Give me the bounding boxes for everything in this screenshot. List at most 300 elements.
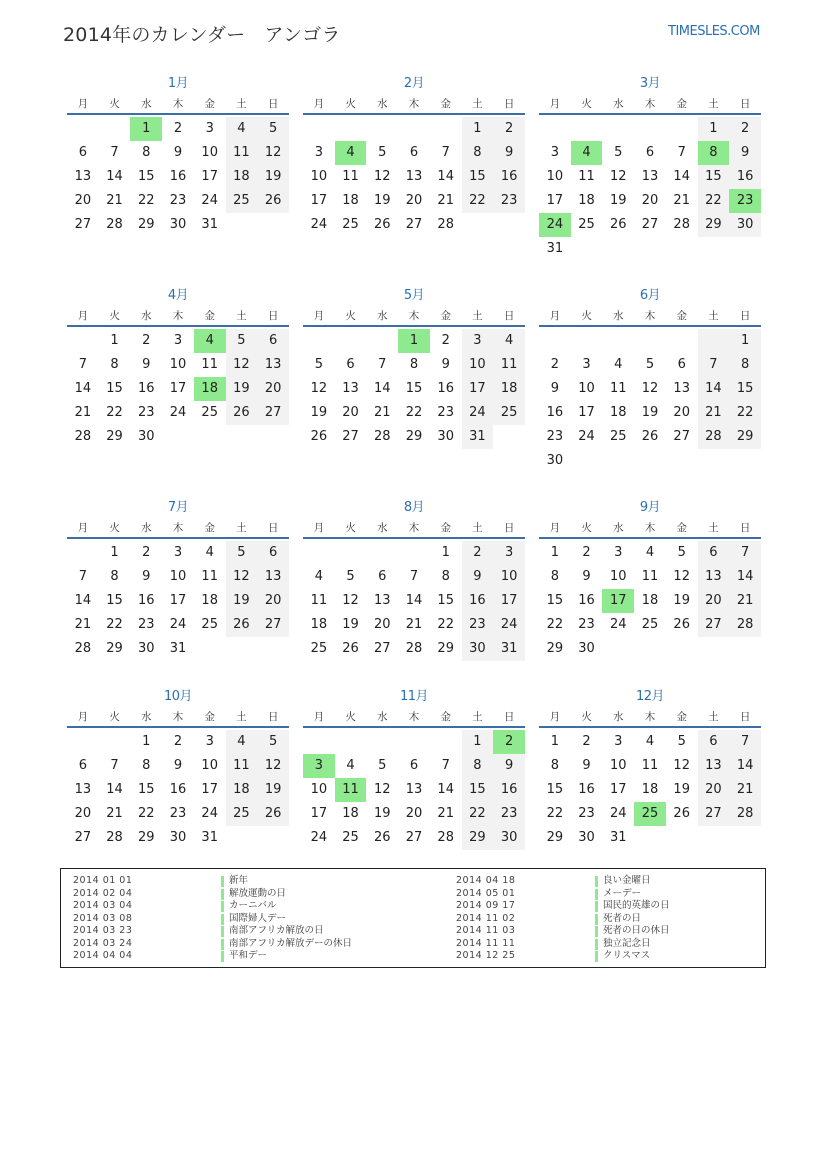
day-cell[interactable]: 21 <box>405 617 423 632</box>
day-cell[interactable]: 14 <box>437 169 454 184</box>
day-cell[interactable]: 22 <box>138 193 155 208</box>
day-cell[interactable]: 20 <box>641 193 659 208</box>
day-cell[interactable]: 26 <box>610 217 627 232</box>
day-cell[interactable]: 23 <box>729 189 761 213</box>
day-cell[interactable]: 13 <box>257 565 289 589</box>
day-cell[interactable]: 6 <box>409 758 419 773</box>
day-cell[interactable]: 21 <box>106 806 123 821</box>
day-cell[interactable]: 2 <box>729 117 761 141</box>
day-cell[interactable]: 10 <box>201 758 218 773</box>
day-cell[interactable]: 25 <box>641 617 659 632</box>
day-cell[interactable]: 31 <box>493 637 525 661</box>
day-cell[interactable]: 25 <box>610 429 627 444</box>
day-cell[interactable]: 11 <box>201 569 218 584</box>
day-cell[interactable]: 11 <box>493 353 525 377</box>
day-cell[interactable]: 20 <box>405 193 423 208</box>
day-cell[interactable]: 25 <box>201 617 218 632</box>
day-cell[interactable]: 13 <box>405 782 423 797</box>
day-cell[interactable]: 28 <box>74 429 92 444</box>
day-cell[interactable]: 20 <box>698 589 730 613</box>
day-cell[interactable]: 4 <box>205 545 214 560</box>
day-cell[interactable]: 13 <box>257 353 289 377</box>
day-cell[interactable]: 28 <box>437 217 454 232</box>
day-cell[interactable]: 27 <box>405 830 423 845</box>
day-cell[interactable]: 29 <box>546 641 564 656</box>
day-cell[interactable]: 30 <box>462 637 494 661</box>
day-cell[interactable]: 13 <box>374 593 391 608</box>
day-cell[interactable]: 15 <box>546 593 564 608</box>
day-cell[interactable]: 22 <box>405 405 423 420</box>
day-cell[interactable]: 4 <box>226 730 258 754</box>
day-cell[interactable]: 22 <box>729 401 761 425</box>
day-cell[interactable]: 16 <box>729 165 761 189</box>
day-cell[interactable]: 30 <box>437 429 454 444</box>
day-cell[interactable]: 24 <box>169 405 187 420</box>
day-cell[interactable]: 9 <box>582 758 591 773</box>
day-cell[interactable]: 2 <box>142 545 151 560</box>
day-cell[interactable]: 19 <box>374 193 391 208</box>
day-cell[interactable]: 19 <box>610 193 627 208</box>
day-cell[interactable]: 28 <box>106 217 123 232</box>
day-cell[interactable]: 8 <box>110 569 119 584</box>
day-cell[interactable]: 14 <box>405 593 423 608</box>
day-cell[interactable]: 31 <box>169 641 187 656</box>
day-cell[interactable]: 6 <box>645 145 655 160</box>
day-cell[interactable]: 31 <box>546 241 564 256</box>
day-cell[interactable]: 26 <box>226 401 258 425</box>
day-cell[interactable]: 20 <box>374 617 391 632</box>
day-cell[interactable]: 31 <box>462 425 494 449</box>
day-cell[interactable]: 29 <box>138 830 155 845</box>
day-cell[interactable]: 1 <box>698 117 730 141</box>
day-cell[interactable]: 24 <box>462 401 494 425</box>
day-cell[interactable]: 17 <box>169 593 187 608</box>
day-cell[interactable]: 2 <box>441 333 450 348</box>
day-cell[interactable]: 29 <box>546 830 564 845</box>
day-cell[interactable]: 6 <box>346 357 355 372</box>
day-cell[interactable]: 20 <box>405 806 423 821</box>
day-cell[interactable]: 19 <box>342 617 359 632</box>
day-cell[interactable]: 23 <box>493 802 525 826</box>
day-cell[interactable]: 12 <box>374 782 391 797</box>
day-cell[interactable]: 7 <box>378 357 387 372</box>
day-cell[interactable]: 17 <box>578 405 595 420</box>
day-cell[interactable]: 2 <box>582 545 591 560</box>
day-cell[interactable]: 19 <box>673 593 690 608</box>
day-cell[interactable]: 29 <box>462 826 494 850</box>
day-cell[interactable]: 13 <box>342 381 359 396</box>
day-cell[interactable]: 19 <box>226 589 258 613</box>
day-cell[interactable]: 12 <box>610 169 627 184</box>
day-cell[interactable]: 28 <box>374 429 391 444</box>
day-cell[interactable]: 5 <box>314 357 323 372</box>
day-cell[interactable]: 4 <box>571 141 603 165</box>
day-cell[interactable]: 1 <box>729 329 761 353</box>
day-cell[interactable]: 26 <box>226 613 258 637</box>
day-cell[interactable]: 5 <box>378 145 387 160</box>
day-cell[interactable]: 12 <box>641 381 659 396</box>
day-cell[interactable]: 13 <box>698 565 730 589</box>
brand-logo-text[interactable]: TIMESLES.COM <box>668 24 760 39</box>
day-cell[interactable]: 16 <box>437 381 454 396</box>
day-cell[interactable]: 14 <box>437 782 454 797</box>
day-cell[interactable]: 12 <box>673 569 690 584</box>
day-cell[interactable]: 10 <box>546 169 564 184</box>
day-cell[interactable]: 11 <box>342 169 359 184</box>
day-cell[interactable]: 10 <box>462 353 494 377</box>
day-cell[interactable]: 1 <box>110 333 119 348</box>
day-cell[interactable]: 2 <box>550 357 559 372</box>
day-cell[interactable]: 3 <box>614 545 623 560</box>
day-cell[interactable]: 8 <box>729 353 761 377</box>
day-cell[interactable]: 24 <box>610 806 627 821</box>
day-cell[interactable]: 6 <box>257 541 289 565</box>
day-cell[interactable]: 13 <box>405 169 423 184</box>
day-cell[interactable]: 24 <box>310 830 328 845</box>
day-cell[interactable]: 28 <box>729 802 761 826</box>
day-cell[interactable]: 30 <box>169 830 187 845</box>
day-cell[interactable]: 21 <box>74 405 92 420</box>
day-cell[interactable]: 12 <box>257 754 289 778</box>
day-cell[interactable]: 1 <box>550 545 559 560</box>
day-cell[interactable]: 27 <box>374 641 391 656</box>
day-cell[interactable]: 5 <box>378 758 387 773</box>
day-cell[interactable]: 9 <box>142 569 151 584</box>
day-cell[interactable]: 23 <box>138 617 155 632</box>
day-cell[interactable]: 1 <box>462 117 494 141</box>
day-cell[interactable]: 20 <box>257 589 289 613</box>
day-cell[interactable]: 5 <box>257 730 289 754</box>
day-cell[interactable]: 30 <box>493 826 525 850</box>
day-cell[interactable]: 26 <box>374 830 391 845</box>
day-cell[interactable]: 4 <box>493 329 525 353</box>
day-cell[interactable]: 14 <box>74 593 92 608</box>
day-cell[interactable]: 18 <box>226 165 258 189</box>
day-cell[interactable]: 10 <box>169 569 187 584</box>
day-cell[interactable]: 25 <box>226 189 258 213</box>
day-cell[interactable]: 3 <box>205 121 214 136</box>
day-cell[interactable]: 13 <box>74 782 92 797</box>
day-cell[interactable]: 11 <box>641 758 659 773</box>
day-cell[interactable]: 19 <box>673 782 690 797</box>
day-cell[interactable]: 12 <box>226 565 258 589</box>
day-cell[interactable]: 23 <box>138 405 155 420</box>
day-cell[interactable]: 7 <box>441 145 450 160</box>
day-cell[interactable]: 20 <box>342 405 359 420</box>
day-cell[interactable]: 10 <box>610 758 627 773</box>
day-cell[interactable]: 19 <box>226 377 258 401</box>
day-cell[interactable]: 4 <box>226 117 258 141</box>
day-cell[interactable]: 17 <box>546 193 564 208</box>
day-cell[interactable]: 11 <box>641 569 659 584</box>
day-cell[interactable]: 10 <box>169 357 187 372</box>
day-cell[interactable]: 28 <box>405 641 423 656</box>
day-cell[interactable]: 8 <box>550 758 559 773</box>
day-cell[interactable]: 17 <box>201 169 218 184</box>
day-cell[interactable]: 1 <box>110 545 119 560</box>
day-cell[interactable]: 3 <box>614 734 623 749</box>
day-cell[interactable]: 25 <box>493 401 525 425</box>
day-cell[interactable]: 24 <box>610 617 627 632</box>
day-cell[interactable]: 17 <box>462 377 494 401</box>
day-cell[interactable]: 29 <box>437 641 454 656</box>
day-cell[interactable]: 29 <box>405 429 423 444</box>
day-cell[interactable]: 23 <box>578 806 595 821</box>
day-cell[interactable]: 12 <box>374 169 391 184</box>
day-cell[interactable]: 3 <box>173 545 183 560</box>
day-cell[interactable]: 20 <box>698 778 730 802</box>
day-cell[interactable]: 21 <box>106 193 123 208</box>
day-cell[interactable]: 22 <box>546 617 564 632</box>
day-cell[interactable]: 14 <box>374 381 391 396</box>
day-cell[interactable]: 20 <box>673 405 690 420</box>
day-cell[interactable]: 19 <box>641 405 659 420</box>
day-cell[interactable]: 26 <box>673 806 690 821</box>
day-cell[interactable]: 30 <box>578 641 595 656</box>
day-cell[interactable]: 22 <box>462 189 494 213</box>
day-cell[interactable]: 7 <box>110 145 119 160</box>
day-cell[interactable]: 16 <box>493 778 525 802</box>
day-cell[interactable]: 15 <box>106 381 123 396</box>
day-cell[interactable]: 14 <box>729 565 761 589</box>
day-cell[interactable]: 5 <box>645 357 655 372</box>
day-cell[interactable]: 9 <box>582 569 591 584</box>
day-cell[interactable]: 9 <box>173 758 183 773</box>
day-cell[interactable]: 11 <box>226 141 258 165</box>
day-cell[interactable]: 14 <box>106 169 123 184</box>
day-cell[interactable]: 14 <box>698 377 730 401</box>
day-cell[interactable]: 14 <box>106 782 123 797</box>
day-cell[interactable]: 4 <box>645 545 655 560</box>
day-cell[interactable]: 21 <box>74 617 92 632</box>
day-cell[interactable]: 9 <box>462 565 494 589</box>
day-cell[interactable]: 10 <box>201 145 218 160</box>
day-cell[interactable]: 30 <box>546 453 564 468</box>
day-cell[interactable]: 24 <box>493 613 525 637</box>
day-cell[interactable]: 7 <box>110 758 119 773</box>
day-cell[interactable]: 9 <box>441 357 450 372</box>
day-cell[interactable]: 27 <box>257 613 289 637</box>
day-cell[interactable]: 30 <box>138 429 155 444</box>
day-cell[interactable]: 5 <box>257 117 289 141</box>
day-cell[interactable]: 28 <box>698 425 730 449</box>
day-cell[interactable]: 7 <box>729 730 761 754</box>
day-cell[interactable]: 21 <box>374 405 391 420</box>
day-cell[interactable]: 28 <box>729 613 761 637</box>
day-cell[interactable]: 25 <box>342 217 359 232</box>
day-cell[interactable]: 18 <box>493 377 525 401</box>
day-cell[interactable]: 6 <box>257 329 289 353</box>
day-cell[interactable]: 23 <box>546 429 564 444</box>
day-cell[interactable]: 15 <box>106 593 123 608</box>
day-cell[interactable]: 27 <box>342 429 359 444</box>
day-cell[interactable]: 21 <box>698 401 730 425</box>
day-cell[interactable]: 8 <box>409 357 419 372</box>
day-cell[interactable]: 13 <box>74 169 92 184</box>
day-cell[interactable]: 8 <box>110 357 119 372</box>
day-cell[interactable]: 6 <box>78 758 87 773</box>
day-cell[interactable]: 18 <box>226 778 258 802</box>
day-cell[interactable]: 7 <box>677 145 686 160</box>
day-cell[interactable]: 18 <box>194 377 226 401</box>
day-cell[interactable]: 25 <box>578 217 595 232</box>
day-cell[interactable]: 18 <box>641 593 659 608</box>
day-cell[interactable]: 13 <box>641 169 659 184</box>
day-cell[interactable]: 10 <box>610 569 627 584</box>
day-cell[interactable]: 25 <box>226 802 258 826</box>
day-cell[interactable]: 17 <box>310 806 328 821</box>
day-cell[interactable]: 21 <box>673 193 690 208</box>
day-cell[interactable]: 23 <box>493 189 525 213</box>
day-cell[interactable]: 15 <box>437 593 454 608</box>
day-cell[interactable]: 15 <box>698 165 730 189</box>
day-cell[interactable]: 18 <box>641 782 659 797</box>
day-cell[interactable]: 12 <box>310 381 328 396</box>
day-cell[interactable]: 4 <box>194 329 226 353</box>
day-cell[interactable]: 27 <box>257 401 289 425</box>
day-cell[interactable]: 6 <box>409 145 419 160</box>
day-cell[interactable]: 29 <box>106 641 123 656</box>
day-cell[interactable]: 22 <box>546 806 564 821</box>
day-cell[interactable]: 15 <box>462 778 494 802</box>
day-cell[interactable]: 12 <box>257 141 289 165</box>
day-cell[interactable]: 8 <box>142 145 151 160</box>
day-cell[interactable]: 8 <box>550 569 559 584</box>
day-cell[interactable]: 11 <box>610 381 627 396</box>
day-cell[interactable]: 6 <box>698 541 730 565</box>
day-cell[interactable]: 26 <box>257 189 289 213</box>
day-cell[interactable]: 30 <box>169 217 187 232</box>
day-cell[interactable]: 27 <box>74 830 92 845</box>
day-cell[interactable]: 22 <box>462 802 494 826</box>
day-cell[interactable]: 16 <box>493 165 525 189</box>
day-cell[interactable]: 1 <box>441 545 450 560</box>
day-cell[interactable]: 2 <box>582 734 591 749</box>
day-cell[interactable]: 1 <box>550 734 559 749</box>
day-cell[interactable]: 11 <box>226 754 258 778</box>
day-cell[interactable]: 6 <box>378 569 387 584</box>
day-cell[interactable]: 7 <box>78 357 87 372</box>
day-cell[interactable]: 24 <box>201 193 218 208</box>
day-cell[interactable]: 23 <box>169 806 187 821</box>
day-cell[interactable]: 8 <box>462 141 494 165</box>
day-cell[interactable]: 16 <box>578 593 595 608</box>
day-cell[interactable]: 18 <box>310 617 328 632</box>
day-cell[interactable]: 12 <box>226 353 258 377</box>
day-cell[interactable]: 16 <box>462 589 494 613</box>
day-cell[interactable]: 8 <box>441 569 450 584</box>
day-cell[interactable]: 27 <box>641 217 659 232</box>
day-cell[interactable]: 25 <box>634 802 666 826</box>
day-cell[interactable]: 28 <box>74 641 92 656</box>
day-cell[interactable]: 29 <box>698 213 730 237</box>
day-cell[interactable]: 2 <box>493 117 525 141</box>
day-cell[interactable]: 24 <box>578 429 595 444</box>
day-cell[interactable]: 24 <box>201 806 218 821</box>
day-cell[interactable]: 19 <box>257 165 289 189</box>
day-cell[interactable]: 23 <box>578 617 595 632</box>
day-cell[interactable]: 16 <box>546 405 564 420</box>
day-cell[interactable]: 2 <box>493 730 525 754</box>
day-cell[interactable]: 22 <box>437 617 454 632</box>
day-cell[interactable]: 7 <box>78 569 87 584</box>
day-cell[interactable]: 29 <box>729 425 761 449</box>
day-cell[interactable]: 13 <box>698 754 730 778</box>
day-cell[interactable]: 10 <box>578 381 595 396</box>
day-cell[interactable]: 10 <box>493 565 525 589</box>
day-cell[interactable]: 20 <box>74 806 92 821</box>
day-cell[interactable]: 17 <box>310 193 328 208</box>
day-cell[interactable]: 26 <box>641 429 659 444</box>
day-cell[interactable]: 3 <box>303 754 335 778</box>
day-cell[interactable]: 7 <box>698 353 730 377</box>
day-cell[interactable]: 30 <box>138 641 155 656</box>
day-cell[interactable]: 15 <box>138 169 155 184</box>
day-cell[interactable]: 6 <box>698 730 730 754</box>
day-cell[interactable]: 13 <box>673 381 690 396</box>
day-cell[interactable]: 9 <box>550 381 559 396</box>
day-cell[interactable]: 3 <box>205 734 214 749</box>
day-cell[interactable]: 2 <box>173 734 183 749</box>
day-cell[interactable]: 26 <box>342 641 359 656</box>
day-cell[interactable]: 1 <box>142 734 151 749</box>
day-cell[interactable]: 10 <box>310 169 328 184</box>
day-cell[interactable]: 12 <box>342 593 359 608</box>
day-cell[interactable]: 17 <box>610 782 627 797</box>
day-cell[interactable]: 9 <box>493 754 525 778</box>
day-cell[interactable]: 5 <box>226 541 258 565</box>
day-cell[interactable]: 28 <box>673 217 690 232</box>
day-cell[interactable]: 27 <box>698 613 730 637</box>
day-cell[interactable]: 16 <box>169 169 187 184</box>
day-cell[interactable]: 15 <box>138 782 155 797</box>
day-cell[interactable]: 29 <box>106 429 123 444</box>
day-cell[interactable]: 21 <box>729 778 761 802</box>
day-cell[interactable]: 18 <box>342 193 359 208</box>
day-cell[interactable]: 23 <box>437 405 454 420</box>
day-cell[interactable]: 11 <box>578 169 595 184</box>
day-cell[interactable]: 26 <box>257 802 289 826</box>
day-cell[interactable]: 4 <box>314 569 323 584</box>
day-cell[interactable]: 20 <box>74 193 92 208</box>
day-cell[interactable]: 1 <box>462 730 494 754</box>
day-cell[interactable]: 17 <box>201 782 218 797</box>
day-cell[interactable]: 14 <box>74 381 92 396</box>
day-cell[interactable]: 9 <box>729 141 761 165</box>
day-cell[interactable]: 16 <box>138 593 155 608</box>
day-cell[interactable]: 21 <box>437 806 454 821</box>
day-cell[interactable]: 23 <box>462 613 494 637</box>
day-cell[interactable]: 4 <box>346 758 355 773</box>
day-cell[interactable]: 30 <box>578 830 595 845</box>
day-cell[interactable]: 7 <box>729 541 761 565</box>
day-cell[interactable]: 18 <box>578 193 595 208</box>
day-cell[interactable]: 12 <box>673 758 690 773</box>
day-cell[interactable]: 9 <box>493 141 525 165</box>
day-cell[interactable]: 18 <box>610 405 627 420</box>
day-cell[interactable]: 31 <box>201 217 218 232</box>
day-cell[interactable]: 16 <box>169 782 187 797</box>
day-cell[interactable]: 22 <box>698 189 730 213</box>
day-cell[interactable]: 7 <box>409 569 419 584</box>
day-cell[interactable]: 17 <box>169 381 187 396</box>
day-cell[interactable]: 27 <box>673 429 690 444</box>
day-cell[interactable]: 3 <box>582 357 591 372</box>
day-cell[interactable]: 2 <box>142 333 151 348</box>
day-cell[interactable]: 4 <box>645 734 655 749</box>
day-cell[interactable]: 10 <box>310 782 328 797</box>
day-cell[interactable]: 4 <box>614 357 623 372</box>
